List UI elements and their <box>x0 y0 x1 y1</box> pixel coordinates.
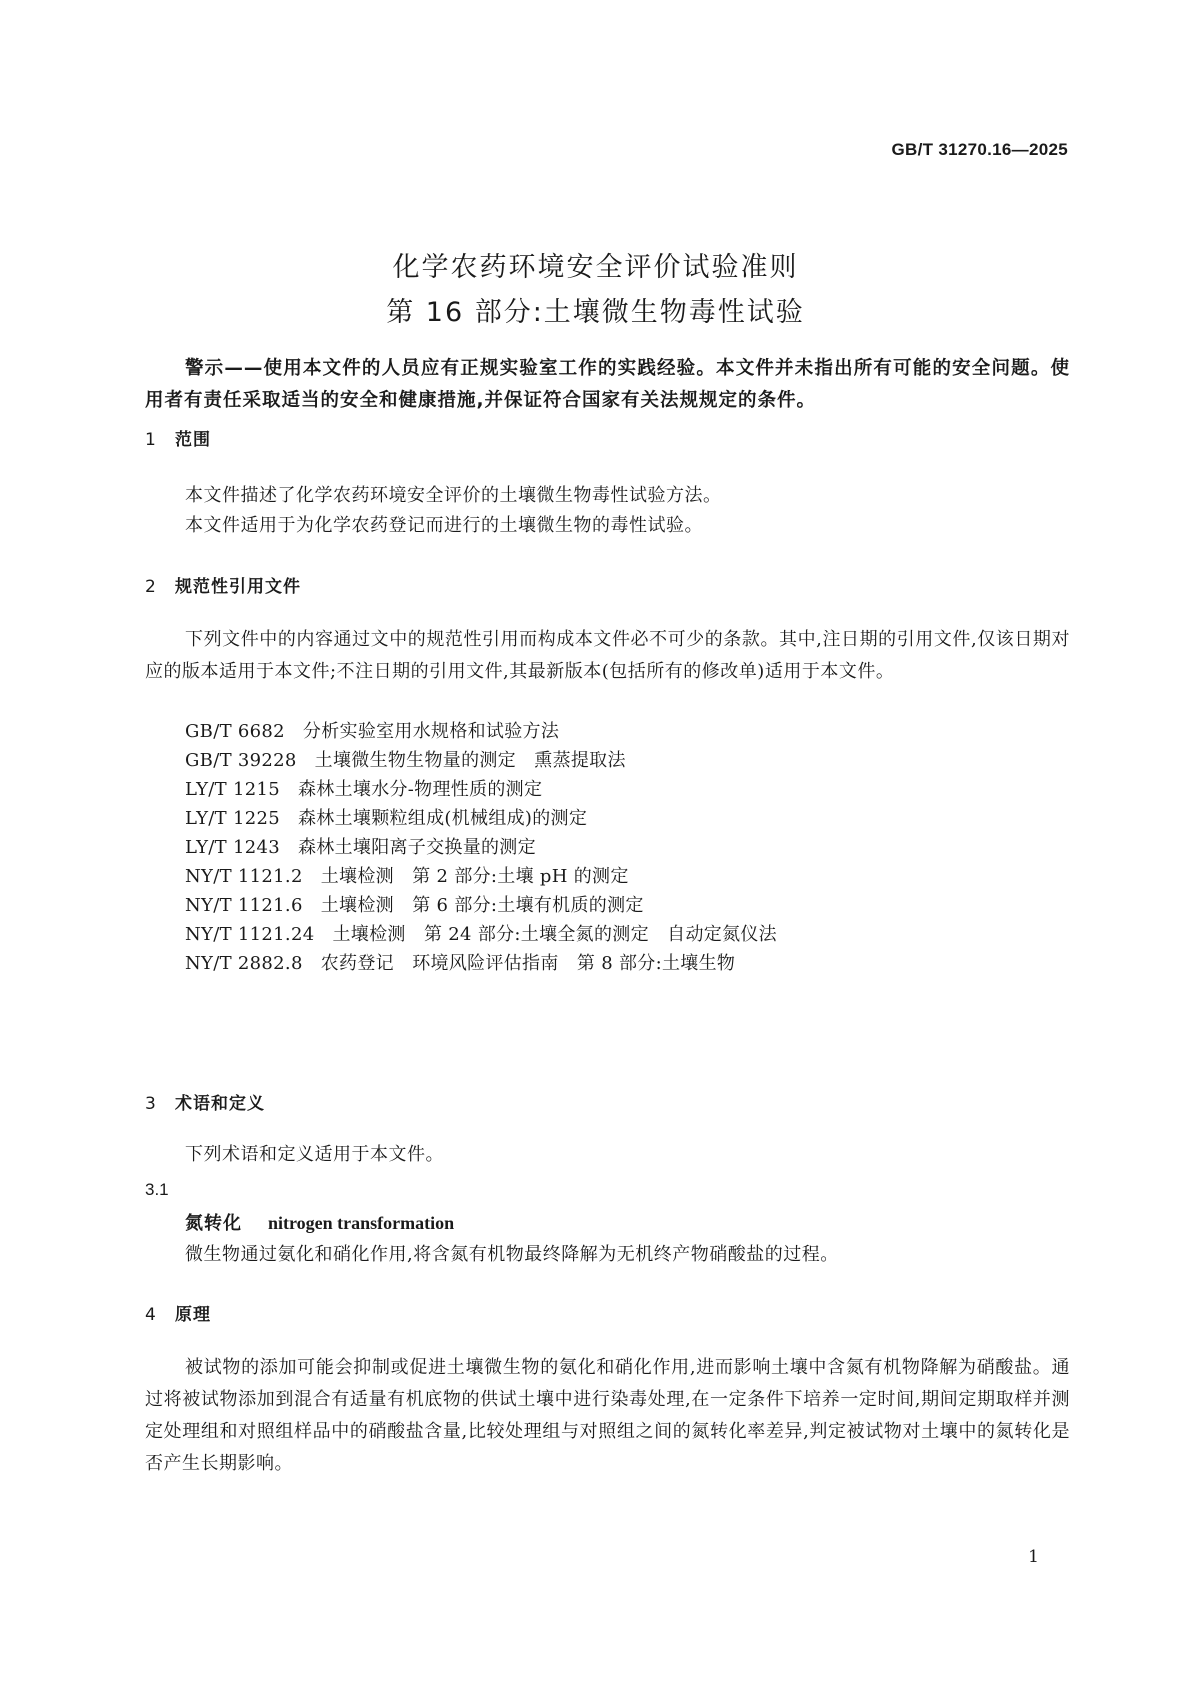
term-chinese: 氮转化 <box>185 1213 242 1234</box>
terms-intro: 下列术语和定义适用于本文件。 <box>185 1144 444 1165</box>
section-title: 范围 <box>175 430 211 450</box>
reference-item <box>185 833 536 859</box>
reference-code: LY/T 1225 <box>185 808 280 829</box>
section-3-heading <box>145 1089 265 1114</box>
reference-title: 森林土壤水分-物理性质的测定 <box>298 779 543 800</box>
reference-item <box>185 891 644 917</box>
reference-item <box>185 920 777 946</box>
reference-code: NY/T 2882.8 <box>185 953 303 974</box>
document-title-line-1: 化学农药环境安全评价试验准则 <box>392 252 799 283</box>
reference-code: NY/T 1121.2 <box>185 866 303 887</box>
section-title: 术语和定义 <box>175 1094 265 1114</box>
reference-code: NY/T 1121.24 <box>185 924 315 945</box>
reference-code: LY/T 1243 <box>185 837 280 858</box>
reference-code: GB/T 6682 <box>185 721 285 742</box>
reference-title: 土壤检测 第 6 部分:土壤有机质的测定 <box>320 895 644 916</box>
normative-refs-intro: 下列文件中的内容通过文中的规范性引用而构成本文件必不可少的条款。其中,注日期的引用文件,仅该日期对应的版本适用于本文件;不注日期的引用文件,其最新版本(包括所有的修改单)适用于本文件。 <box>145 629 1070 682</box>
term-english: nitrogen transformation <box>268 1213 455 1233</box>
reference-code: NY/T 1121.6 <box>185 895 303 916</box>
reference-title: 土壤检测 第 2 部分:土壤 pH 的测定 <box>320 866 629 887</box>
term-definition: 微生物通过氨化和硝化作用,将含氮有机物最终降解为无机终产物硝酸盐的过程。 <box>185 1244 839 1265</box>
section-number: 3 <box>145 1094 157 1114</box>
reference-code: LY/T 1215 <box>185 779 280 800</box>
reference-item <box>185 862 629 888</box>
safety-warning: 警示——使用本文件的人员应有正规实验室工作的实践经验。本文件并未指出所有可能的安全问题。使用者有责任采取适当的安全和健康措施,并保证符合国家有关法规规定的条件。 <box>145 358 1070 411</box>
reference-title: 土壤微生物生物量的测定 熏蒸提取法 <box>314 750 626 771</box>
reference-title: 土壤检测 第 24 部分:土壤全氮的测定 自动定氮仪法 <box>332 924 777 945</box>
reference-code: GB/T 39228 <box>185 750 297 771</box>
section-4-heading <box>145 1300 211 1325</box>
term-entry <box>185 1209 454 1235</box>
document-title-line-2: 第 16 部分:土壤微生物毒性试验 <box>386 297 805 328</box>
term-entry-number: 3.1 <box>145 1180 169 1199</box>
reference-item <box>185 804 587 830</box>
section-title: 规范性引用文件 <box>175 577 301 597</box>
principle-paragraph: 被试物的添加可能会抑制或促进土壤微生物的氨化和硝化作用,进而影响土壤中含氮有机物降解为硝酸盐。通过将被试物添加到混合有适量有机底物的供试土壤中进行染毒处理,在一定条件下培养一定时间,期间定期取样并测定处理组和对照组样品中的硝酸盐含量,比较处理组与对照组之间的氮转化率差异,判定被试物对土壤中的氮转化是否产生长期影响。 <box>145 1357 1070 1474</box>
reference-item <box>185 746 626 772</box>
standard-number: GB/T 31270.16—2025 <box>891 140 1068 159</box>
reference-item <box>185 717 559 743</box>
section-number: 1 <box>145 430 157 450</box>
section-title: 原理 <box>175 1305 211 1325</box>
reference-item <box>185 949 735 975</box>
reference-title: 森林土壤阳离子交换量的测定 <box>298 837 536 858</box>
scope-paragraph-1: 本文件描述了化学农药环境安全评价的土壤微生物毒性试验方法。 <box>185 485 722 506</box>
reference-title: 农药登记 环境风险评估指南 第 8 部分:土壤生物 <box>320 953 736 974</box>
reference-title: 分析实验室用水规格和试验方法 <box>302 721 560 742</box>
section-number: 2 <box>145 577 157 597</box>
section-2-heading <box>145 572 301 597</box>
section-1-heading <box>145 425 211 450</box>
reference-title: 森林土壤颗粒组成(机械组成)的测定 <box>298 808 588 829</box>
scope-paragraph-2: 本文件适用于为化学农药登记而进行的土壤微生物的毒性试验。 <box>185 515 703 536</box>
page-number: 1 <box>1028 1547 1039 1567</box>
reference-item <box>185 775 542 801</box>
section-number: 4 <box>145 1305 157 1325</box>
